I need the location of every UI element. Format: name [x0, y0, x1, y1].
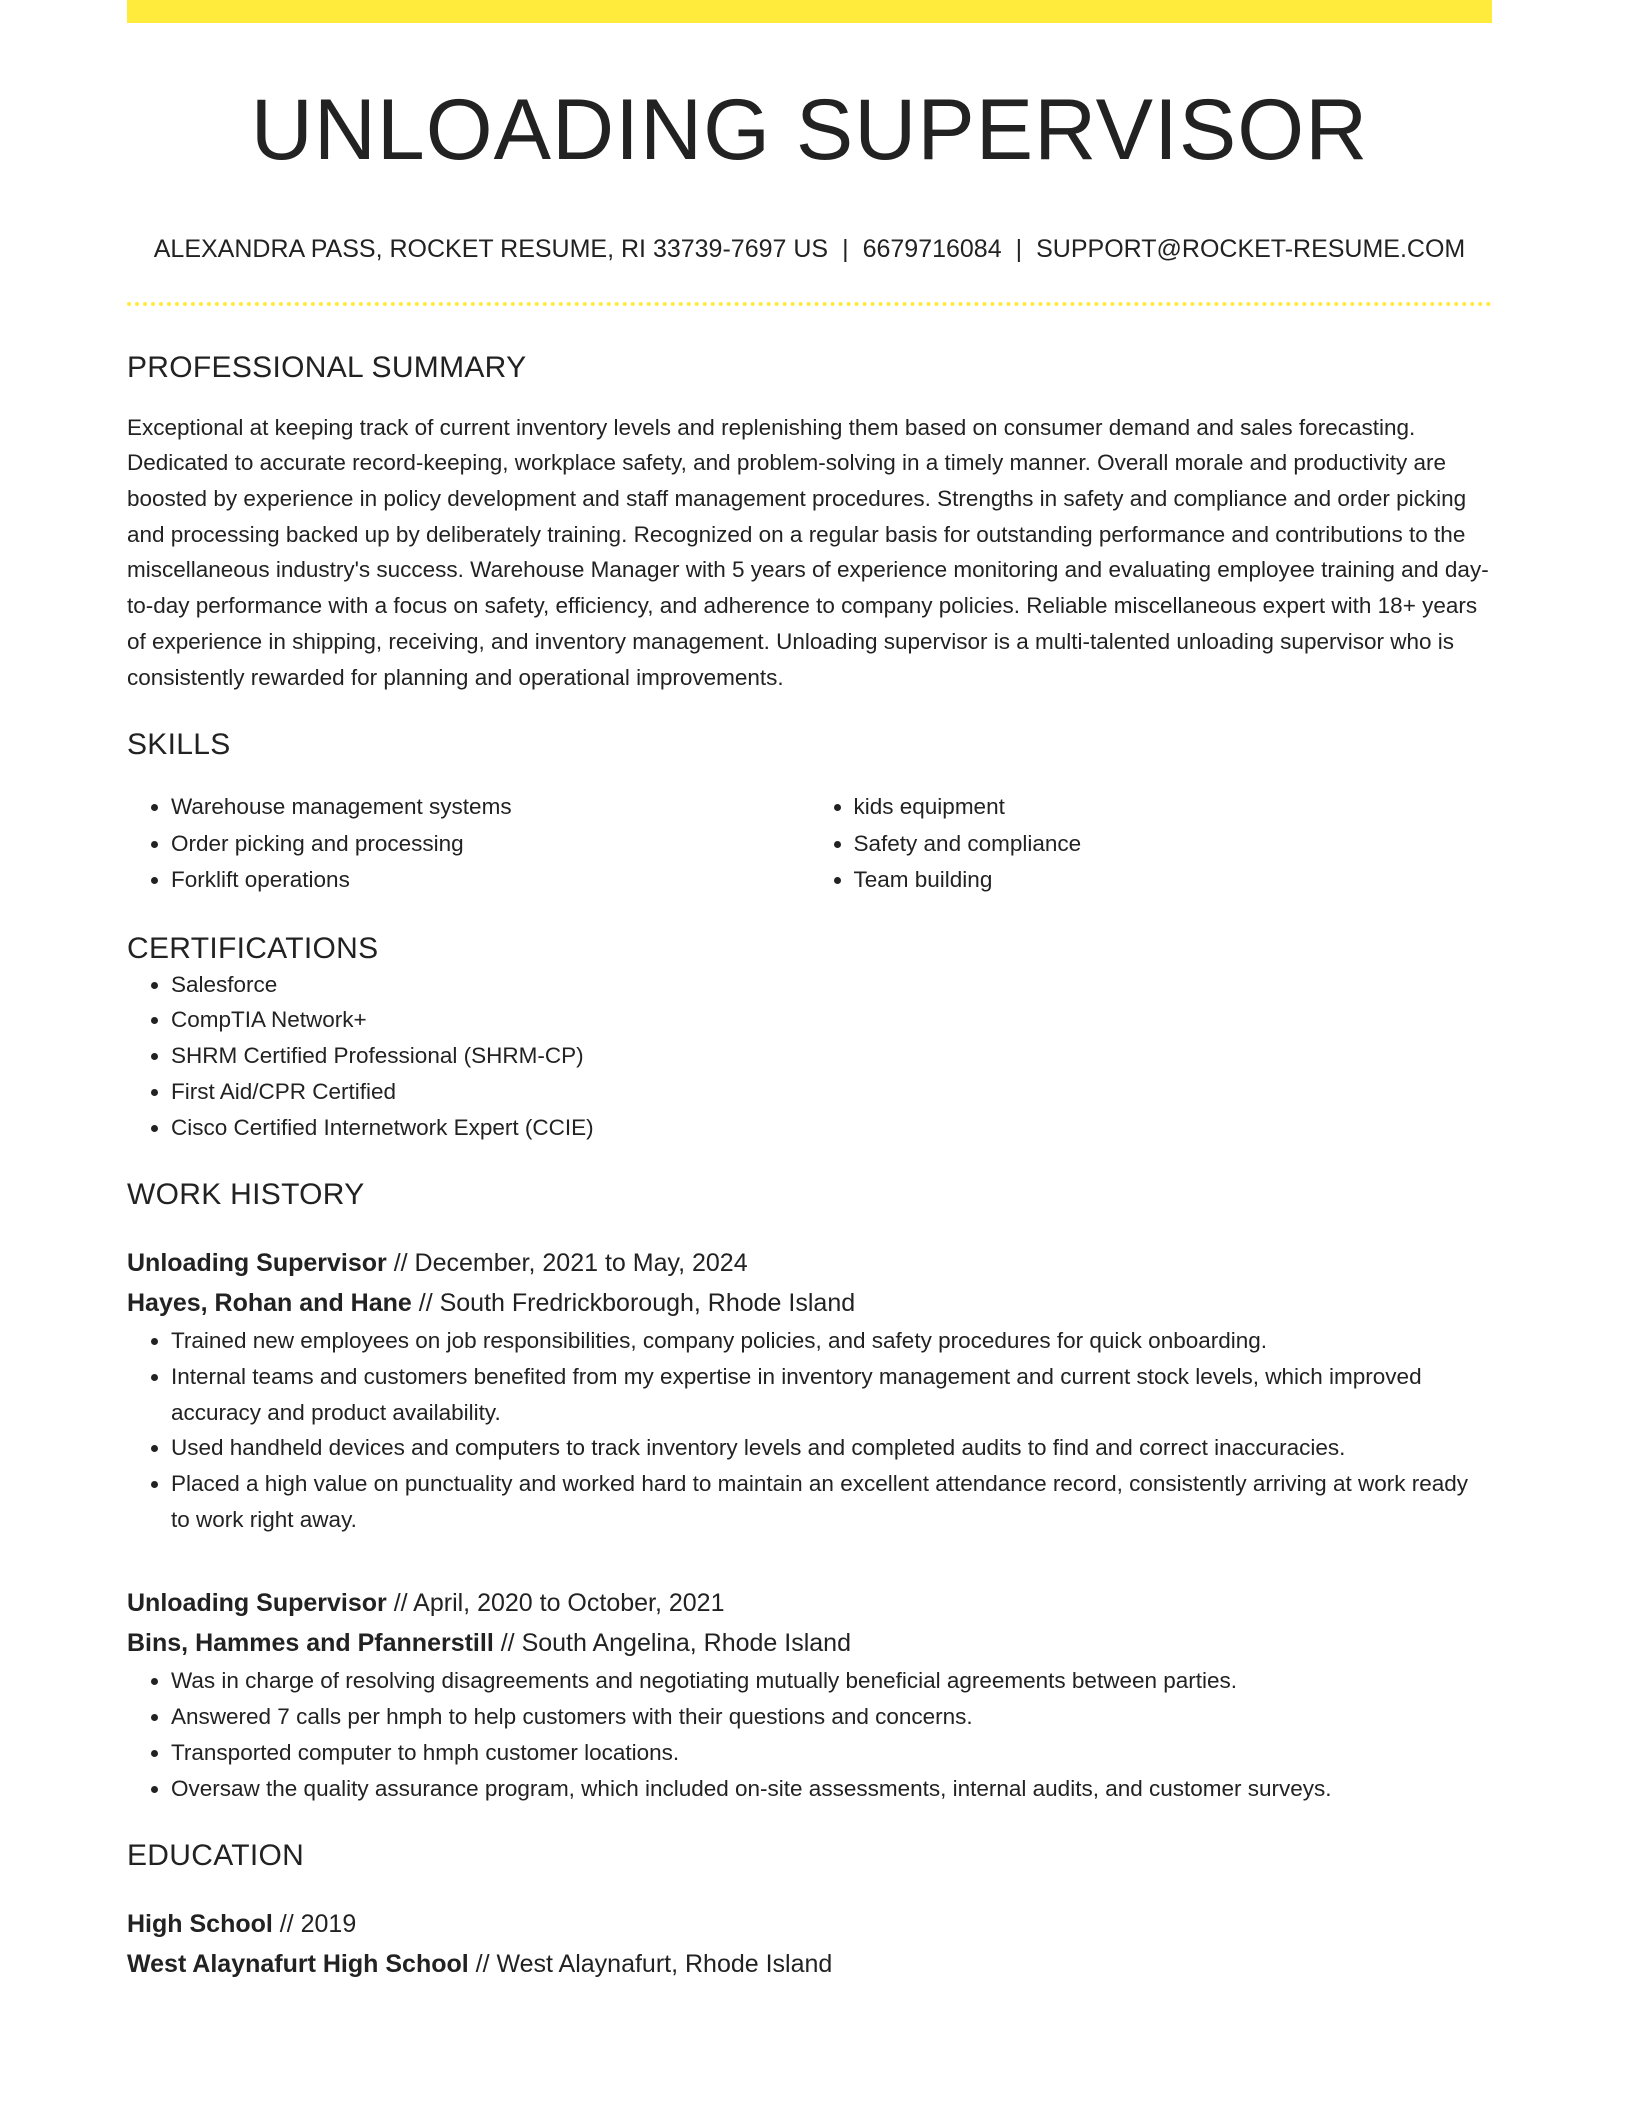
- header-divider: [127, 302, 1492, 306]
- skill-item: • Safety and compliance: [854, 826, 1493, 863]
- certification-item: • Salesforce: [171, 967, 1492, 1003]
- job-company-line: [127, 1623, 1492, 1663]
- certifications-heading: CERTIFICATIONS: [127, 931, 379, 965]
- education-school: West Alaynafurt High School: [127, 1950, 469, 1979]
- job-bullet: • Answered 7 calls per hmph to help customers with their questions and concerns.: [171, 1699, 1492, 1735]
- job-location: // South Fredrickborough, Rhode Island: [411, 1289, 856, 1318]
- certification-item: • First Aid/CPR Certified: [171, 1074, 1492, 1110]
- resume-title: UNLOADING SUPERVISOR: [250, 82, 1369, 178]
- education-entry: [127, 1904, 1492, 1984]
- job-title-line: [127, 1583, 1492, 1623]
- skills-list-left: [127, 789, 810, 899]
- job-bullet: • Transported computer to hmph customer locations.: [171, 1735, 1492, 1771]
- job-title: Unloading Supervisor: [127, 1249, 387, 1278]
- accent-bar: [127, 0, 1492, 23]
- job-bullet: • Oversaw the quality assurance program, which included on-site assessments, internal audits, and customer surveys.: [171, 1771, 1492, 1807]
- education-year: // 2019: [272, 1910, 357, 1939]
- education-degree-line: [127, 1904, 1492, 1944]
- certification-item: • CompTIA Network+: [171, 1002, 1492, 1038]
- job-bullets: [127, 1663, 1492, 1806]
- work-history-heading: WORK HISTORY: [127, 1178, 365, 1212]
- job-company: Hayes, Rohan and Hane: [127, 1289, 412, 1318]
- skill-item: • Team building: [854, 862, 1493, 899]
- certifications-list: [127, 967, 1492, 1146]
- resume-content: [127, 23, 1492, 1984]
- job-entry: [127, 1583, 1492, 1806]
- skills-columns: [127, 789, 1492, 899]
- education-school-line: [127, 1944, 1492, 1984]
- contact-separator: |: [842, 234, 849, 263]
- contact-line: [127, 234, 1492, 264]
- education-heading: EDUCATION: [127, 1839, 305, 1873]
- skill-item: • kids equipment: [854, 789, 1493, 826]
- job-bullet: • Placed a high value on punctuality and worked hard to maintain an excellent attendance record, consistently arriving at work ready to work right away.: [171, 1466, 1492, 1537]
- job-company-line: [127, 1283, 1492, 1323]
- summary-text: Exceptional at keeping track of current inventory levels and replenishing them based on consumer demand and sales forecasting. Dedicated to accurate record-keeping, workplace safety, and problem-solving in a timely manner. Overall morale and productivity are boosted by experience in policy development and staff management procedures. Strengths in safety and compliance and order picking and processing backed up by deliberately training. Recognized on a regular basis for outstanding performance and contributions to the miscellaneous industry's success. Warehouse Manager with 5 years of experience monitoring and evaluating employee training and day-to-day performance with a focus on safety, efficiency, and adherence to company policies. Reliable miscellaneous expert with 18+ years of experience in shipping, receiving, and inventory management. Unloading supervisor is a multi-talented unloading supervisor who is consistently rewarded for planning and operational improvements.: [127, 414, 1489, 690]
- skills-heading: SKILLS: [127, 728, 231, 762]
- contact-phone: 6679716084: [862, 234, 1002, 263]
- job-location: // South Angelina, Rhode Island: [493, 1629, 851, 1658]
- job-bullet: • Trained new employees on job responsibilities, company policies, and safety procedures for quick onboarding.: [171, 1323, 1492, 1359]
- education-location: // West Alaynafurt, Rhode Island: [468, 1950, 833, 1979]
- skill-item: • Warehouse management systems: [171, 789, 810, 826]
- job-title: Unloading Supervisor: [127, 1589, 387, 1618]
- job-bullets: [127, 1323, 1492, 1537]
- job-bullet: • Was in charge of resolving disagreements and negotiating mutually beneficial agreements between parties.: [171, 1663, 1492, 1699]
- job-title-line: [127, 1243, 1492, 1283]
- contact-separator: |: [1015, 234, 1023, 263]
- job-entry: [127, 1243, 1492, 1537]
- job-company: Bins, Hammes and Pfannerstill: [127, 1629, 494, 1658]
- contact-email: SUPPORT@ROCKET-RESUME.COM: [1036, 234, 1466, 263]
- job-bullet: • Internal teams and customers benefited from my expertise in inventory management and current stock levels, which improved accuracy and product availability.: [171, 1359, 1492, 1430]
- skills-list-right: [810, 789, 1493, 899]
- job-dates: // December, 2021 to May, 2024: [386, 1249, 748, 1278]
- job-dates: // April, 2020 to October, 2021: [386, 1589, 725, 1618]
- certification-item: • Cisco Certified Internetwork Expert (CCIE): [171, 1110, 1492, 1146]
- skill-item: • Forklift operations: [171, 862, 810, 899]
- certification-item: • SHRM Certified Professional (SHRM-CP): [171, 1038, 1492, 1074]
- summary-heading: PROFESSIONAL SUMMARY: [127, 350, 527, 384]
- contact-address: ALEXANDRA PASS, ROCKET RESUME, RI 33739-7697 US: [153, 234, 829, 263]
- skill-item: • Order picking and processing: [171, 826, 810, 863]
- education-degree: High School: [127, 1910, 273, 1939]
- job-bullet: • Used handheld devices and computers to track inventory levels and completed audits to find and correct inaccuracies.: [171, 1430, 1492, 1466]
